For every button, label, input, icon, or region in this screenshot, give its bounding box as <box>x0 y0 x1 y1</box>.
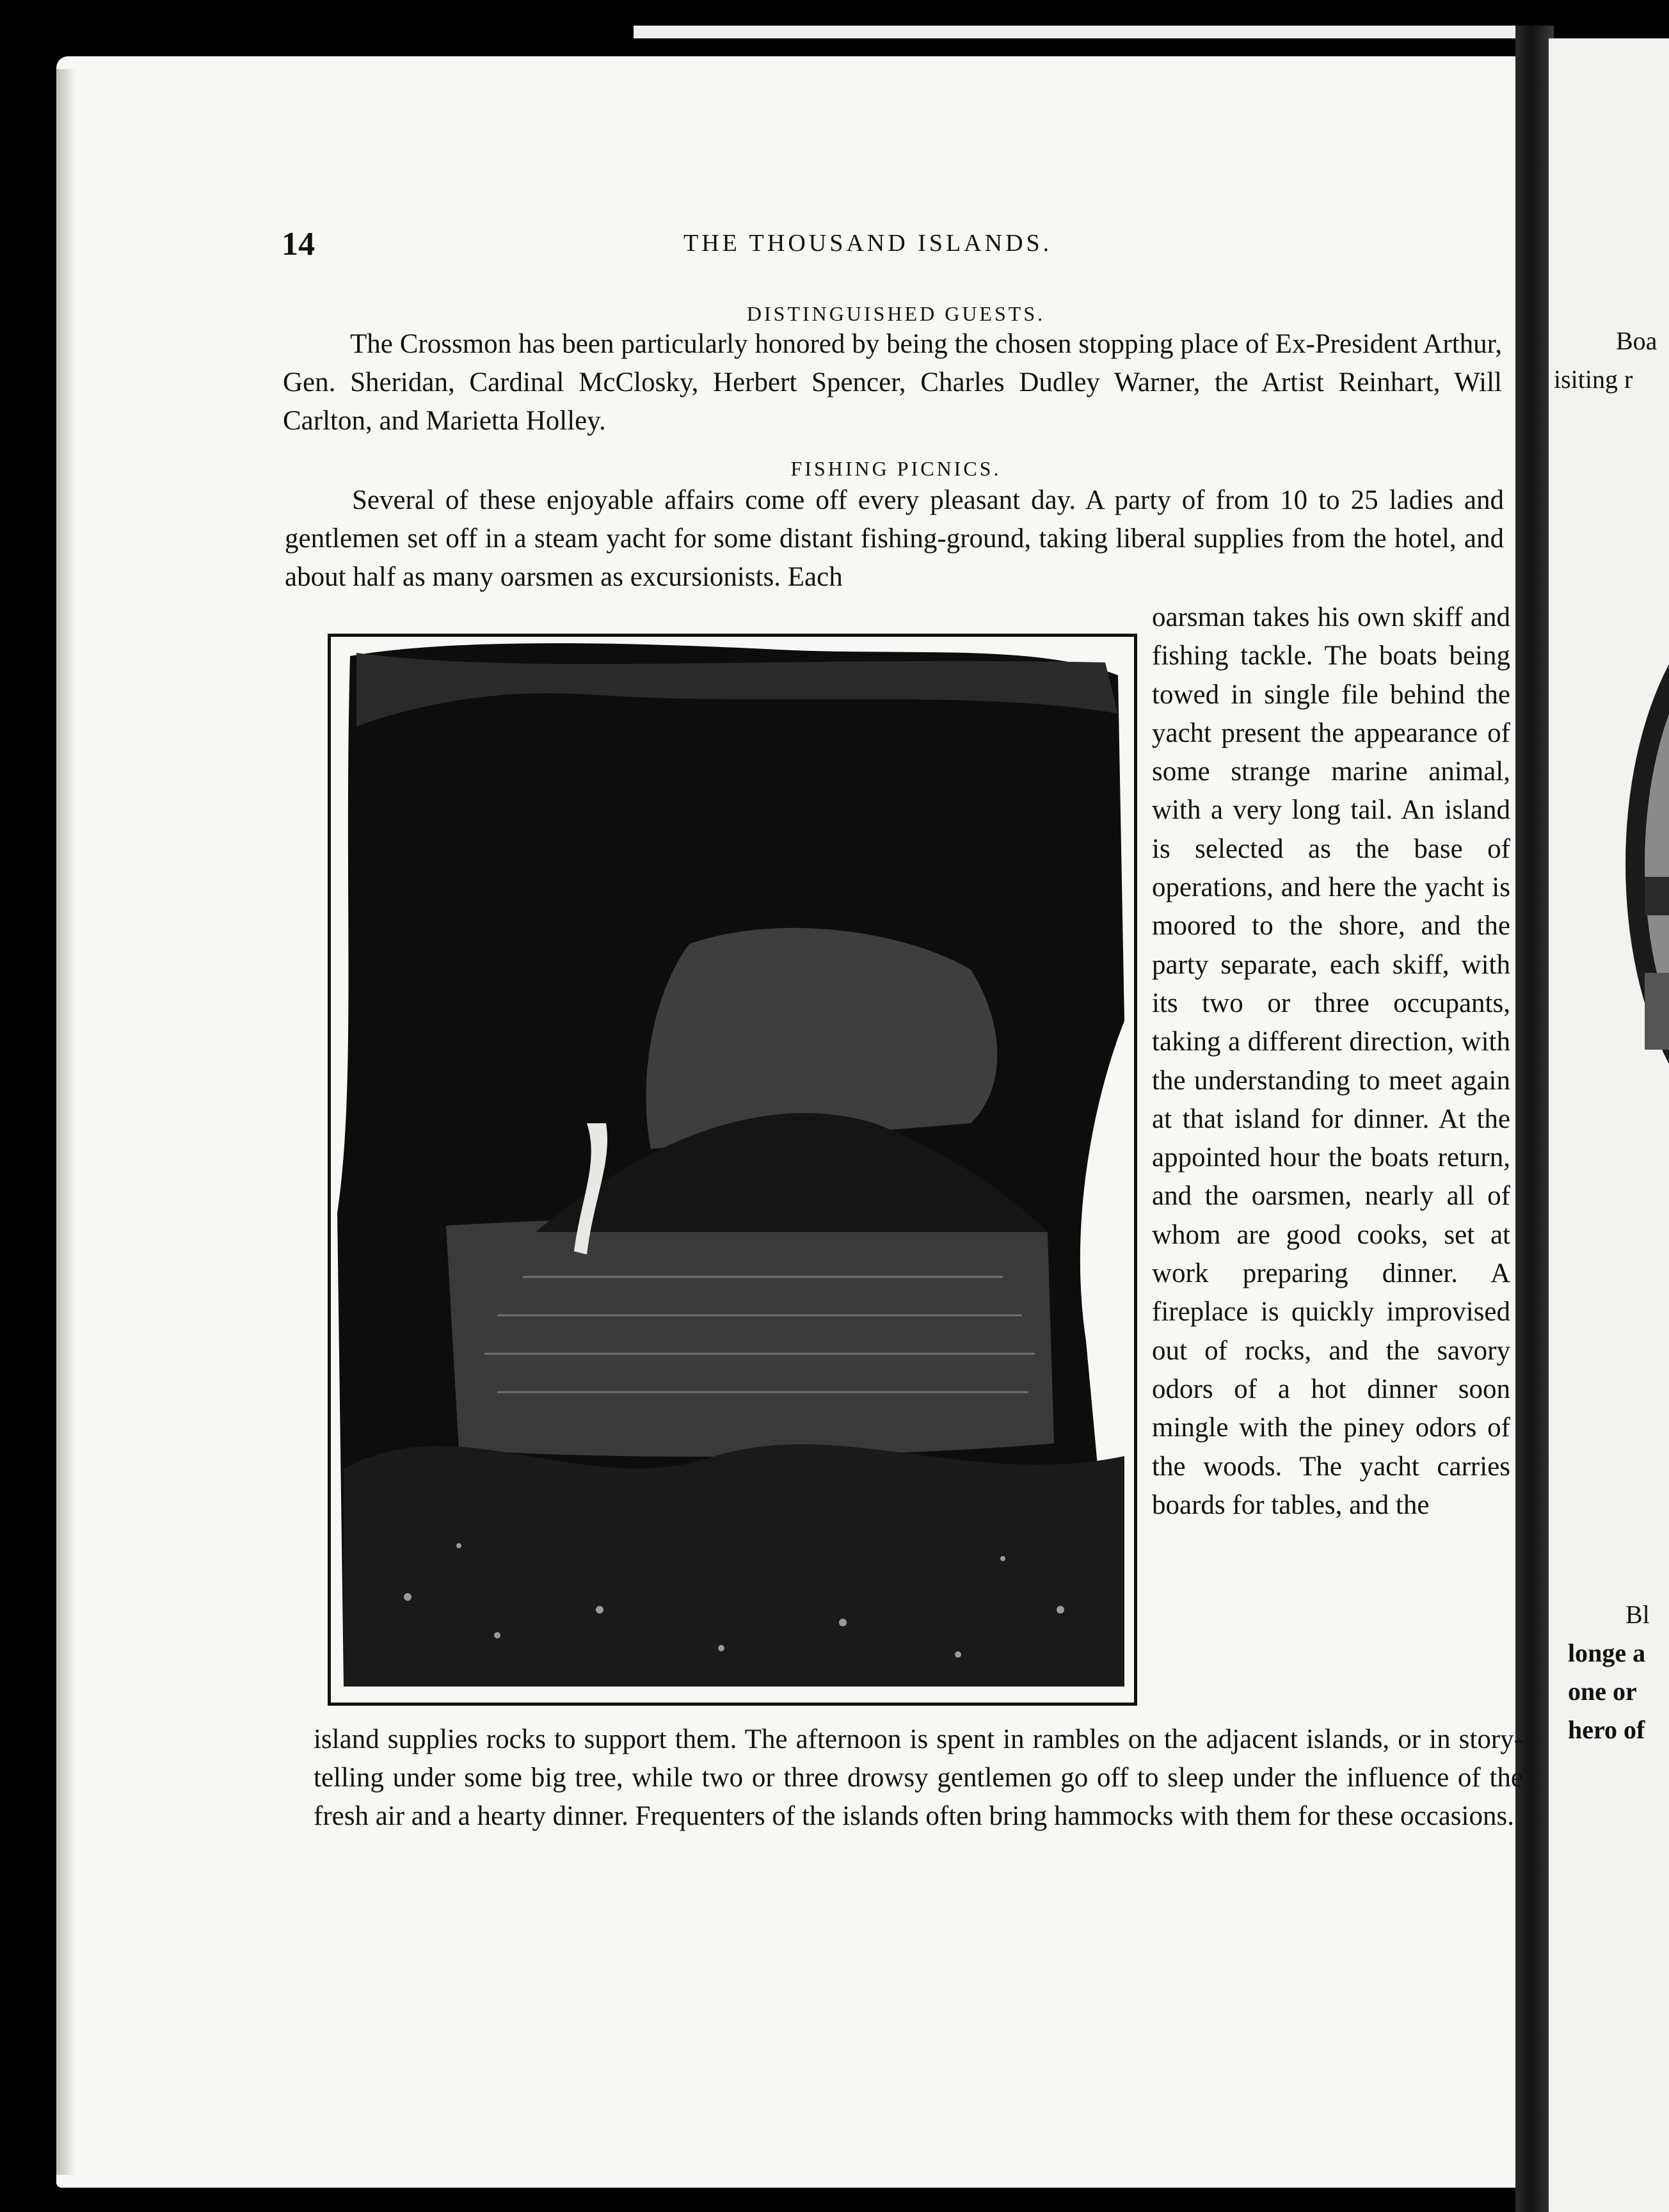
book-gutter <box>1515 26 1554 2212</box>
right-page-text-3: Bl <box>1625 1600 1650 1629</box>
paragraph-distinguished-guests: The Crossmon has been particularly honored by being the chosen stopping place of Ex-President Arthur, Gen. Sheridan, Cardinal McClosky, Herbert Spencer, Charles Dudley Warner, the Artist Reinhart, Will Carlton, and Marietta Holley. <box>283 329 1502 436</box>
page-number: 14 <box>282 226 315 262</box>
section-heading-distinguished-guests: DISTINGUISHED GUESTS. <box>746 302 1046 325</box>
section-heading-fishing-picnics: FISHING PICNICS. <box>790 457 1002 480</box>
paragraph-fishing-column: oarsman takes his own skiff and fishing tackle. The boats being towed in single file behind the yacht present the appearance of some strange marine animal, with a very long tail. An island is selected as the base of operations, and here the yacht is moored to the shore, and the party separate, each skiff, with its two or three occupants, taking a different direction, with the understanding to meet again at that island for dinner. At the appointed hour the boats return, and the oarsmen, nearly all of whom are good cooks, set at work preparing dinner. A fireplace is quickly improvised out of rocks, and the savory odors of a hot dinner soon mingle with the piney odors of the woods. The yacht carries boards for tables, and the <box>1152 602 1510 1520</box>
right-page-text-2: isiting r <box>1554 365 1633 394</box>
right-page-text-4: longe a <box>1568 1639 1646 1667</box>
engraving-image <box>331 637 1134 1703</box>
right-page-text-5: one or <box>1568 1677 1637 1706</box>
right-page-text-6: hero of <box>1568 1715 1645 1744</box>
right-page-medallion-illustration <box>1581 576 1669 1152</box>
island-engraving-illustration <box>328 634 1137 1706</box>
paragraph-fishing-closing: island supplies rocks to support them. The afternoon is spent in rambles on the adjacent islands, or in story-telling under some big tree, while two or three drowsy gentlemen go off to sleep under the influence of the fresh air and a hearty dinner. Frequenters of the islands often bring hammocks with them for these occasions. <box>314 1724 1523 1831</box>
right-page-text-1: Boa <box>1616 326 1657 355</box>
running-title: THE THOUSAND ISLANDS. <box>683 230 1053 257</box>
paragraph-fishing-intro: Several of these enjoyable affairs come off every pleasant day. A party of from 10 to 25 ladies and gentlemen set off in a steam yacht for some distant fishing-ground, taking liberal supplies from the hotel, and about half as many oarsmen as excursionists. Each <box>285 485 1504 592</box>
page-top-edge <box>634 26 1529 38</box>
